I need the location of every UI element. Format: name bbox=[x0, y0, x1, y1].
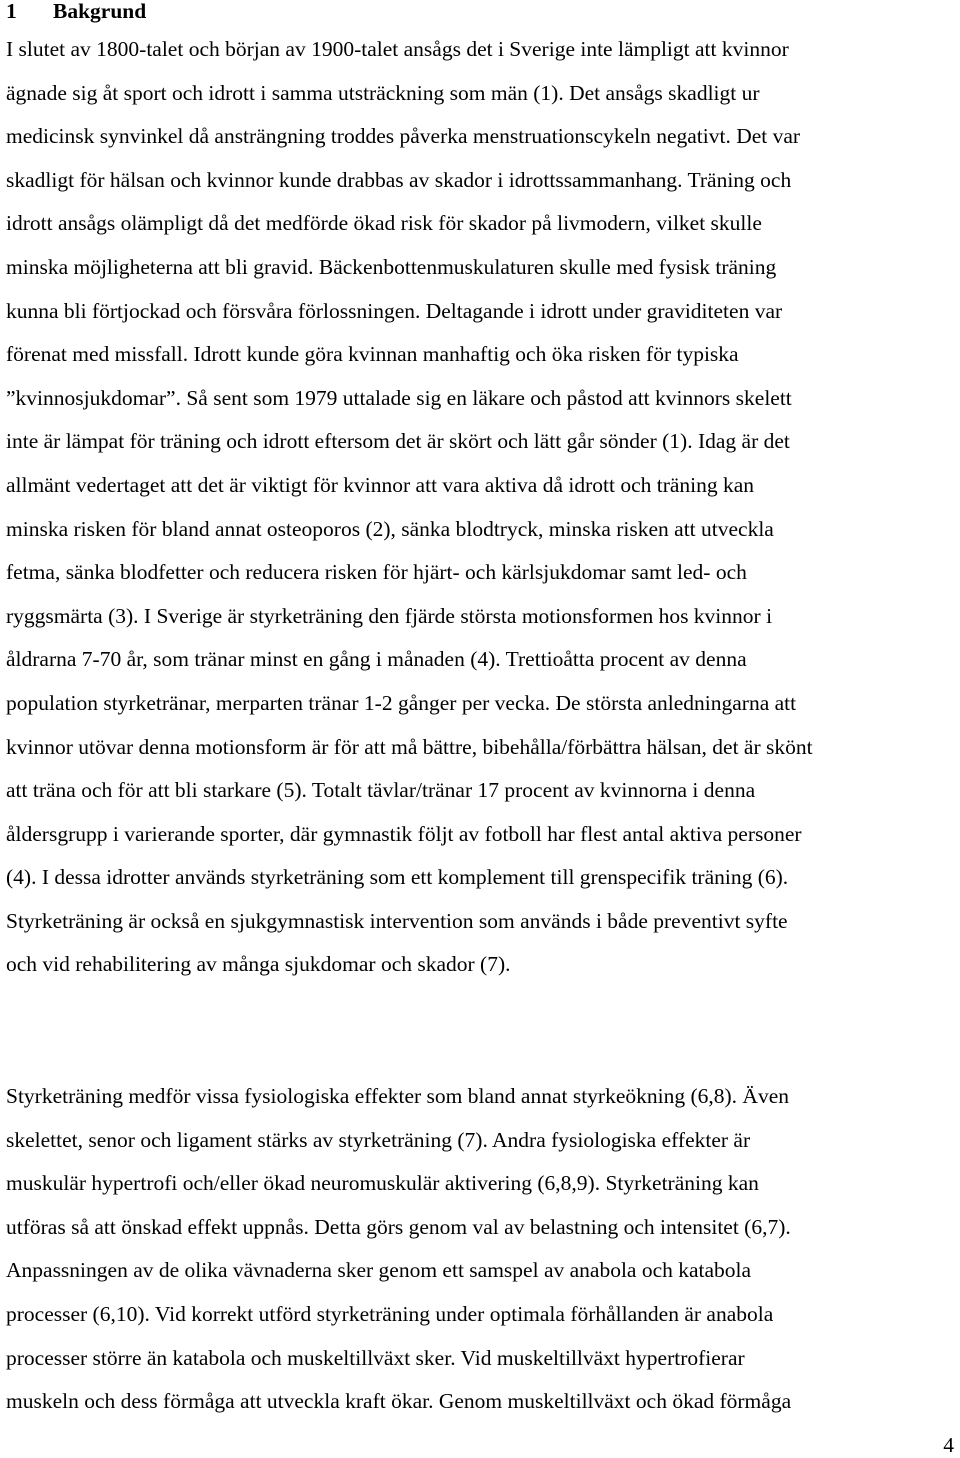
text-line: I slutet av 1800-talet och början av 1900-talet ansågs det i Sverige inte lämpligt att kvinnor bbox=[6, 37, 789, 61]
text-line: fetma, sänka blodfetter och reducera risken för hjärt- och kärlsjukdomar samt led- och bbox=[6, 560, 747, 585]
text-line: muskulär hypertrofi och/eller ökad neuromuskulär aktivering (6,8,9). Styrketräning kan bbox=[6, 1171, 759, 1196]
text-line: Styrketräning medför vissa fysiologiska effekter som bland annat styrkeökning (6,8). Även bbox=[6, 1084, 789, 1108]
text-line: åldrarna 7-70 år, som tränar minst en gång i månaden (4). Trettioåtta procent av denna bbox=[6, 647, 747, 672]
text-line: och vid rehabilitering av många sjukdomar och skador (7). bbox=[6, 952, 511, 977]
text-line: ryggsmärta (3). I Sverige är styrketräning den fjärde största motionsformen hos kvinnor i bbox=[6, 603, 773, 628]
paragraph-background-history bbox=[6, 28, 960, 987]
text-line: skadligt för hälsan och kvinnor kunde drabbas av skador i idrottssammanhang. Träning och bbox=[6, 167, 792, 192]
section-heading bbox=[6, 0, 146, 26]
text-line: minska risken för bland annat osteoporos (2), sänka blodtryck, minska risken att utveckla bbox=[6, 516, 774, 541]
text-line: medicinsk synvinkel då ansträngning troddes påverka menstruationscykeln negativt. Det var bbox=[6, 124, 801, 149]
text-line: inte är lämpat för träning och idrott eftersom det är skört och lätt går sönder (1). Idag är det bbox=[6, 429, 790, 454]
text-line: population styrketränar, merparten tränar 1-2 gånger per vecka. De största anledningarna att bbox=[6, 690, 797, 715]
text-line: allmänt vedertaget att det är viktigt för kvinnor att vara aktiva då idrott och träning kan bbox=[6, 472, 755, 497]
text-line: Styrketräning är också en sjukgymnastisk intervention som används i både preventivt syfte bbox=[6, 908, 788, 933]
text-line: skelettet, senor och ligament stärks av styrketräning (7). Andra fysiologiska effekter är bbox=[6, 1127, 751, 1152]
text-line: minska möjligheterna att bli gravid. Bäckenbottenmuskulaturen skulle med fysisk träning bbox=[6, 254, 777, 279]
section-title: Bakgrund bbox=[53, 0, 147, 23]
text-line: ägnade sig åt sport och idrott i samma utsträckning som män (1). Det ansågs skadligt ur bbox=[6, 80, 760, 105]
text-line: Anpassningen av de olika vävnaderna sker genom ett samspel av anabola och katabola bbox=[6, 1258, 752, 1283]
text-line: kvinnor utövar denna motionsform är för att må bättre, bibehålla/förbättra hälsan, det är skönt bbox=[6, 734, 813, 759]
text-line: att träna och för att bli starkare (5). Totalt tävlar/tränar 17 procent av kvinnorna i denna bbox=[6, 778, 756, 803]
page-number: 4 bbox=[943, 1433, 954, 1457]
section-number: 1 bbox=[6, 0, 17, 23]
text-line: åldersgrupp i varierande sporter, där gymnastik följt av fotboll har flest antal aktiva personer bbox=[6, 821, 802, 846]
text-line: utföras så att önskad effekt uppnås. Detta görs genom val av belastning och intensitet (6,7). bbox=[6, 1214, 791, 1239]
text-line: (4). I dessa idrotter används styrketräning som ett komplement till grenspecifik träning (6). bbox=[6, 865, 789, 890]
text-line: kunna bli förtjockad och försvåra förlossningen. Deltagande i idrott under graviditeten var bbox=[6, 298, 783, 323]
text-line: idrott ansågs olämpligt då det medförde ökad risk för skador på livmodern, vilket skulle bbox=[6, 211, 762, 236]
text-line: ”kvinnosjukdomar”. Så sent som 1979 uttalade sig en läkare och påstod att kvinnors skelett bbox=[6, 385, 792, 410]
text-line: processer större än katabola och muskeltillväxt sker. Vid muskeltillväxt hypertrofierar bbox=[6, 1345, 745, 1370]
text-line: muskeln och dess förmåga att utveckla kraft ökar. Genom muskeltillväxt och ökad förmåga bbox=[6, 1389, 792, 1414]
text-line: förenat med missfall. Idrott kunde göra kvinnan manhaftig och öka risken för typiska bbox=[6, 342, 739, 367]
paragraph-physiological-effects bbox=[6, 1075, 960, 1424]
text-line: processer (6,10). Vid korrekt utförd styrketräning under optimala förhållanden är anabola bbox=[6, 1301, 774, 1326]
